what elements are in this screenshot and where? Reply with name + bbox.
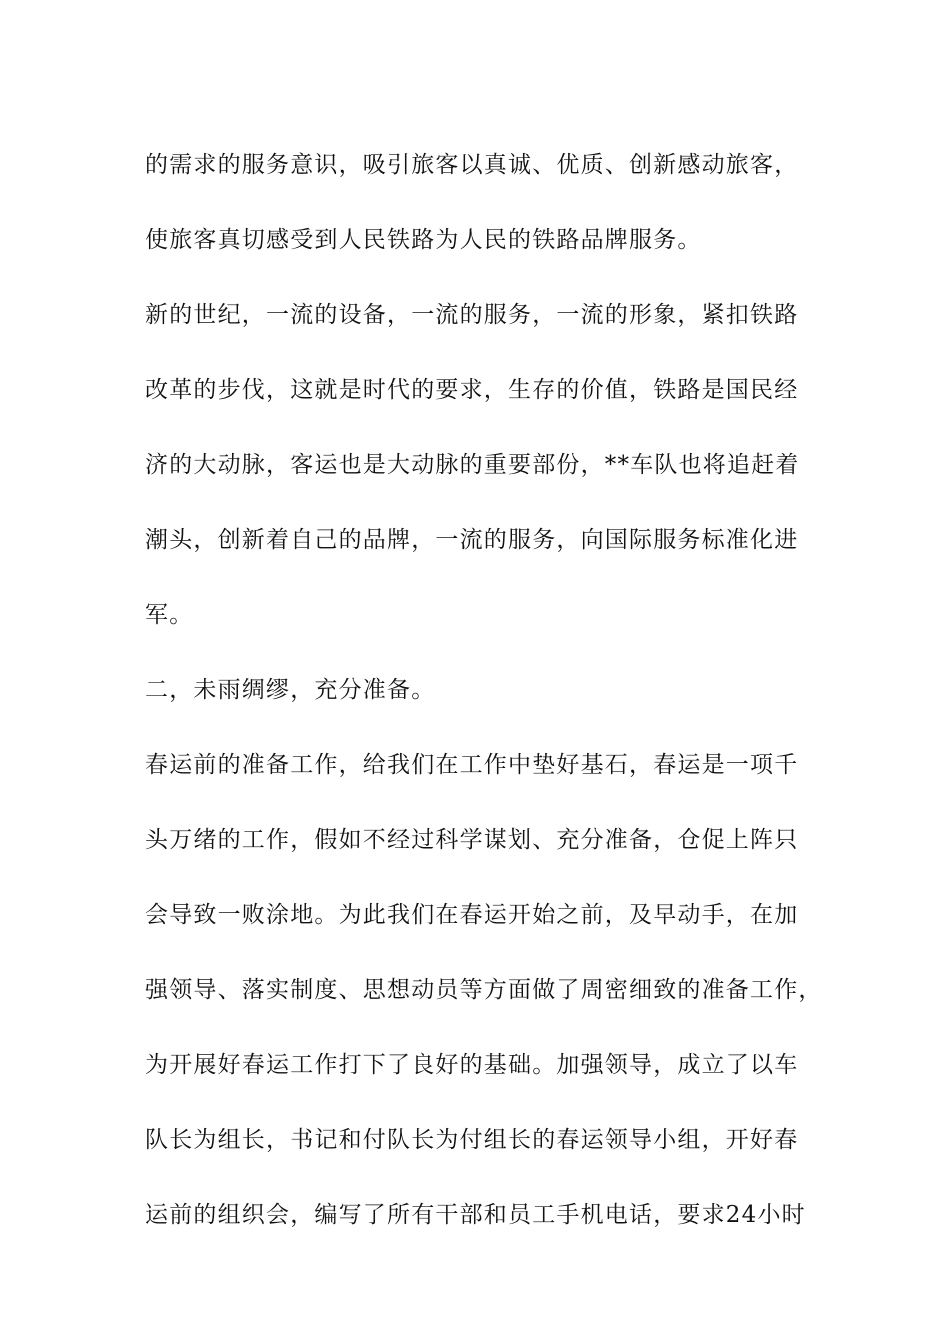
text-line: 队长为组长，书记和付队长为付组长的春运领导小组，开好春 (145, 1127, 799, 1153)
text-line: 济的大动脉，客运也是大动脉的重要部份，**车队也将追赶着 (145, 452, 800, 478)
document-body (145, 128, 825, 1253)
text-line: 春运前的准备工作，给我们在工作中垫好基石，春运是一项千 (145, 752, 799, 778)
text-line: 为开展好春运工作打下了良好的基础。加强领导，成立了以车 (145, 1052, 799, 1078)
text-line: 的需求的服务意识，吸引旅客以真诚、优质、创新感动旅客， (145, 152, 799, 178)
text-line: 会导致一败涂地。为此我们在春运开始之前，及早动手，在加 (145, 902, 799, 928)
text-line: 军。 (145, 602, 194, 628)
text-line: 头万绪的工作，假如不经过科学谋划、充分准备，仓促上阵只 (145, 827, 799, 853)
text-line: 运前的组织会，编写了所有干部和员工手机电话，要求24小时 (145, 1202, 806, 1228)
text-line: 使旅客真切感受到人民铁路为人民的铁路品牌服务。 (145, 227, 702, 253)
text-line: 潮头，创新着自己的品牌，一流的服务，向国际服务标准化进 (145, 527, 799, 553)
section-heading: 二，未雨绸缪，充分准备。 (145, 677, 436, 703)
text-line: 强领导、落实制度、思想动员等方面做了周密细致的准备工作， (145, 977, 823, 1003)
text-line: 新的世纪，一流的设备，一流的服务，一流的形象，紧扣铁路 (145, 302, 799, 328)
text-line: 改革的步伐，这就是时代的要求，生存的价值，铁路是国民经 (145, 377, 799, 403)
